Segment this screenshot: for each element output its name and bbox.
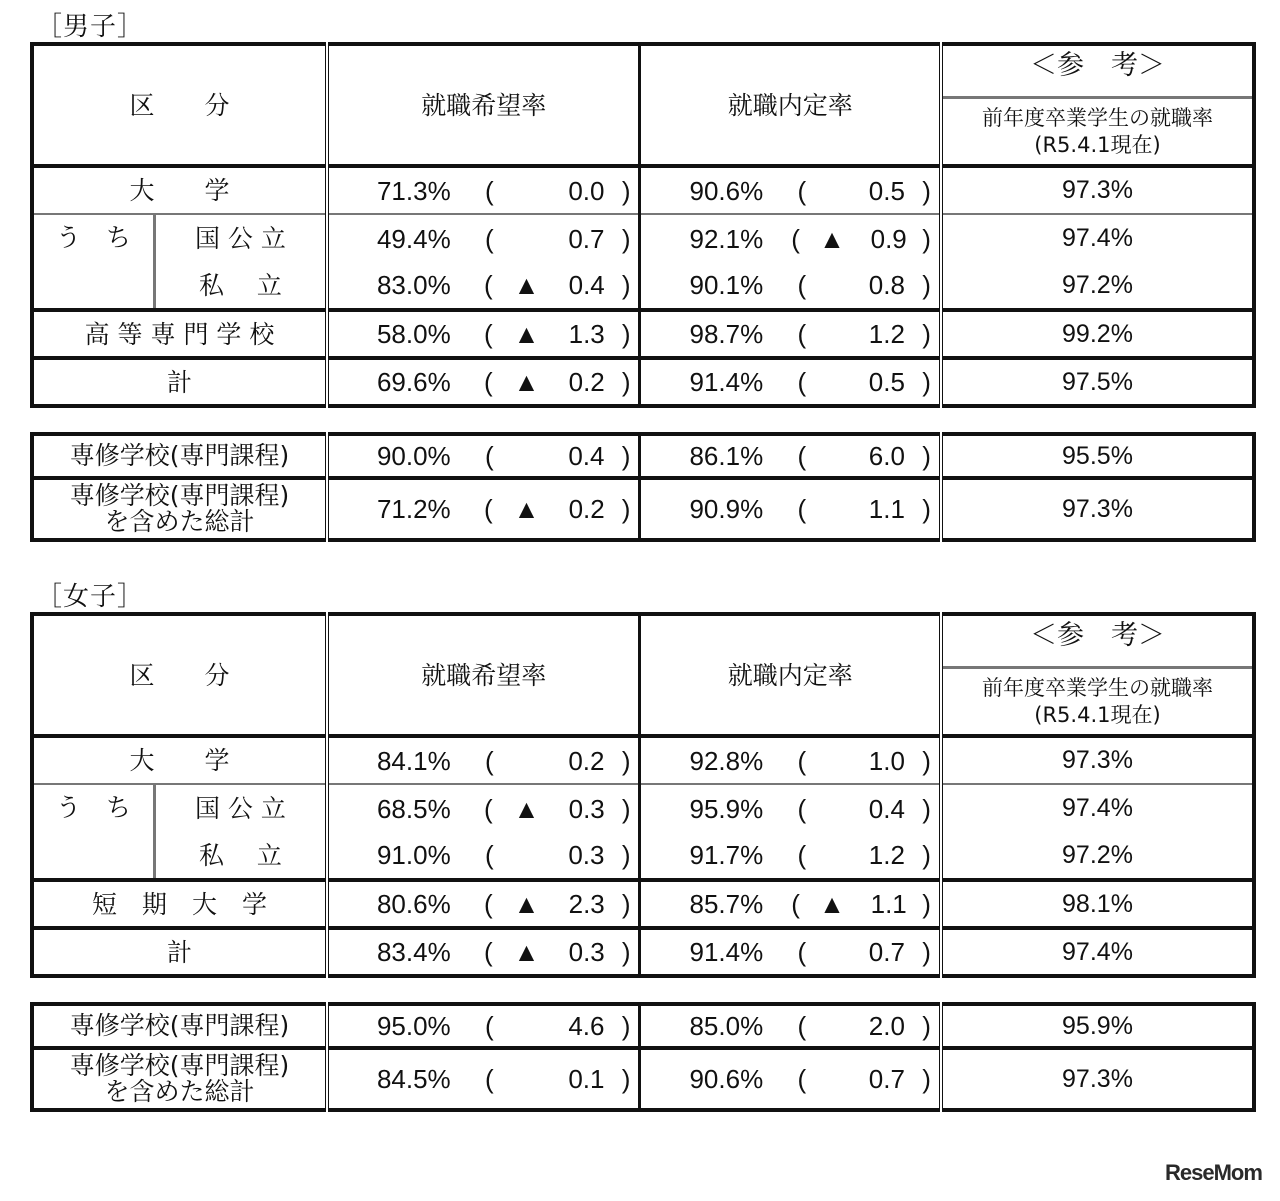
row-category: 国 公 立 — [154, 214, 327, 262]
offer-rate-cell — [641, 272, 938, 298]
reference-value: 97.2% — [941, 262, 1254, 310]
hope-rate-cell — [329, 1013, 639, 1039]
row-category-line1: 専修学校(専門課程) — [69, 480, 290, 510]
row-category-line2: を含めた総計 — [104, 507, 255, 536]
paren-close: ) — [922, 745, 931, 776]
offer-rate-cell — [641, 223, 938, 254]
paren-open: ( — [483, 270, 493, 300]
hope-rate-percent: 80.6% — [376, 889, 451, 919]
hope-rate-change: 0.3 — [568, 793, 605, 824]
paren-close: ) — [621, 937, 631, 967]
category-header: 区 分 — [32, 44, 327, 166]
reference-value: 99.2% — [941, 310, 1254, 358]
offer-rate-percent: 92.1% — [689, 223, 764, 254]
row-category-line1: 専修学校(専門課程) — [69, 1010, 290, 1040]
row-category: 計 — [32, 928, 327, 976]
hope-rate-change: 0.3 — [568, 840, 605, 870]
row-category — [32, 478, 327, 540]
decrease-triangle-icon: ▲ — [513, 494, 540, 524]
offer-rate-percent: 90.1% — [689, 270, 764, 300]
hope-rate-change: 0.4 — [568, 270, 605, 300]
reference-value: 97.3% — [941, 1048, 1254, 1110]
paren-open: ( — [483, 319, 493, 349]
hope-rate-change: 0.1 — [568, 1064, 605, 1094]
offer-rate-change: 1.2 — [868, 840, 905, 870]
paren-close: ) — [621, 319, 631, 349]
paren-open: ( — [797, 367, 807, 397]
offer-rate-cell — [641, 891, 938, 917]
hope-rate-change: 0.3 — [568, 937, 605, 967]
table-header-row — [32, 614, 1254, 736]
paren-open: ( — [483, 367, 493, 397]
offer-rate-percent: 95.9% — [689, 793, 764, 824]
paren-close: ) — [621, 175, 631, 206]
hope-rate-header: 就職希望率 — [327, 614, 640, 736]
paren-close: ) — [621, 745, 631, 776]
offer-rate-change: 1.0 — [868, 745, 905, 776]
table-row — [32, 784, 1254, 832]
offer-rate-change: 2.0 — [868, 1011, 905, 1041]
paren-open: ( — [484, 441, 494, 471]
paren-open: ( — [484, 223, 494, 254]
reference-value: 97.3% — [941, 478, 1254, 540]
table-row — [32, 262, 1254, 310]
hope-rate-cell — [329, 745, 639, 776]
paren-open: ( — [797, 793, 807, 824]
paren-close: ) — [922, 937, 931, 967]
paren-open: ( — [791, 223, 800, 254]
row-category: 私 立 — [154, 832, 327, 880]
hope-rate-percent: 91.0% — [376, 840, 451, 870]
decrease-triangle-icon: ▲ — [513, 889, 540, 919]
offer-rate-percent: 91.4% — [689, 367, 764, 397]
row-category: 計 — [32, 358, 327, 406]
hope-rate-percent: 49.4% — [376, 223, 451, 254]
offer-rate-header: 就職内定率 — [640, 44, 941, 166]
paren-open: ( — [484, 175, 494, 206]
paren-close: ) — [922, 441, 931, 471]
male-vocational-table — [30, 432, 1256, 542]
hope-rate-cell — [329, 1066, 639, 1092]
row-category: 高 等 専 門 学 校 — [32, 310, 327, 358]
table-row — [32, 214, 1254, 262]
offer-rate-cell — [641, 842, 938, 868]
table-row — [32, 1004, 1254, 1048]
hope-rate-cell — [329, 891, 639, 917]
paren-close: ) — [922, 889, 931, 919]
row-category-line1: 専修学校(専門課程) — [69, 1050, 290, 1080]
hope-rate-percent: 90.0% — [376, 441, 451, 471]
hope-rate-cell — [329, 939, 639, 965]
decrease-triangle-icon: ▲ — [819, 889, 845, 919]
hope-rate-cell — [329, 369, 639, 395]
reference-header — [941, 44, 1254, 166]
hope-rate-change: 0.0 — [568, 175, 605, 206]
offer-rate-change: 0.4 — [868, 793, 905, 824]
table-row — [32, 1048, 1254, 1110]
reference-value: 97.3% — [941, 166, 1254, 214]
female-section-label: ［女子］ — [36, 582, 145, 612]
offer-rate-cell — [641, 1013, 938, 1039]
hope-rate-cell — [329, 443, 639, 469]
reference-value: 95.5% — [941, 434, 1254, 478]
paren-close: ) — [621, 270, 631, 300]
paren-open: ( — [483, 793, 493, 824]
paren-open: ( — [483, 937, 493, 967]
hope-rate-percent: 84.5% — [376, 1064, 451, 1094]
reference-value: 97.4% — [941, 928, 1254, 976]
hope-rate-percent: 83.4% — [376, 937, 451, 967]
category-header: 区 分 — [32, 614, 327, 736]
row-category: 国 公 立 — [154, 784, 327, 832]
table-header-row — [32, 44, 1254, 166]
offer-rate-cell — [641, 443, 938, 469]
decrease-triangle-icon: ▲ — [513, 367, 540, 397]
offer-rate-percent: 85.0% — [689, 1011, 764, 1041]
paren-close: ) — [922, 270, 931, 300]
offer-rate-cell — [641, 175, 938, 206]
row-category: 私 立 — [154, 262, 327, 310]
hope-rate-percent: 84.1% — [376, 745, 451, 776]
hope-rate-percent: 83.0% — [376, 270, 451, 300]
paren-close: ) — [922, 793, 931, 824]
offer-rate-change: 0.9 — [870, 223, 907, 254]
male-main-table — [30, 42, 1256, 408]
paren-close: ) — [922, 175, 931, 206]
paren-close: ) — [922, 367, 931, 397]
hope-rate-percent: 69.6% — [376, 367, 451, 397]
row-category — [32, 1004, 327, 1048]
offer-rate-percent: 86.1% — [689, 441, 764, 471]
decrease-triangle-icon: ▲ — [513, 319, 540, 349]
paren-open: ( — [484, 1011, 494, 1041]
paren-open: ( — [484, 840, 494, 870]
reference-subtitle-line2: (R5.4.1現在) — [1034, 702, 1161, 727]
offer-rate-percent: 91.4% — [689, 937, 764, 967]
paren-open: ( — [483, 494, 493, 524]
table-row — [32, 832, 1254, 880]
female-vocational-table — [30, 1002, 1256, 1112]
table-row — [32, 880, 1254, 928]
hope-rate-change: 4.6 — [568, 1011, 605, 1041]
offer-rate-change: 0.7 — [868, 937, 905, 967]
row-category: 大 学 — [129, 176, 230, 205]
paren-close: ) — [922, 1064, 931, 1094]
paren-open: ( — [797, 441, 807, 471]
hope-rate-percent: 58.0% — [376, 319, 451, 349]
offer-rate-change: 1.1 — [870, 889, 907, 919]
paren-close: ) — [621, 793, 631, 824]
offer-rate-cell — [641, 496, 938, 522]
paren-open: ( — [797, 1011, 807, 1041]
reference-value: 98.1% — [941, 880, 1254, 928]
offer-rate-percent: 85.7% — [689, 889, 764, 919]
offer-rate-cell — [641, 1066, 938, 1092]
row-category-line2: を含めた総計 — [104, 1077, 255, 1106]
offer-rate-change: 1.1 — [868, 494, 905, 524]
offer-rate-change: 0.5 — [868, 175, 905, 206]
hope-rate-percent: 71.3% — [376, 175, 451, 206]
reference-subtitle — [943, 669, 1252, 728]
offer-rate-change: 6.0 — [868, 441, 905, 471]
reference-header — [941, 614, 1254, 736]
reference-value: 97.3% — [941, 736, 1254, 784]
decrease-triangle-icon: ▲ — [513, 793, 540, 824]
decrease-triangle-icon: ▲ — [513, 937, 540, 967]
hope-rate-cell — [329, 175, 639, 206]
offer-rate-cell — [641, 793, 938, 824]
hope-rate-cell — [329, 321, 639, 347]
offer-rate-cell — [641, 745, 938, 776]
reference-value: 95.9% — [941, 1004, 1254, 1048]
paren-open: ( — [797, 840, 807, 870]
reference-subtitle — [943, 99, 1252, 158]
reference-subtitle-line1: 前年度卒業学生の就職率 — [981, 106, 1213, 131]
offer-rate-percent: 98.7% — [689, 319, 764, 349]
paren-close: ) — [922, 494, 931, 524]
table-row — [32, 310, 1254, 358]
paren-open: ( — [797, 745, 807, 776]
table-row — [32, 478, 1254, 540]
offer-rate-change: 0.5 — [868, 367, 905, 397]
table-row — [32, 358, 1254, 406]
hope-rate-cell — [329, 842, 639, 868]
hope-rate-change: 0.2 — [568, 494, 605, 524]
reference-value: 97.5% — [941, 358, 1254, 406]
offer-rate-cell — [641, 939, 938, 965]
offer-rate-percent: 90.6% — [689, 1064, 764, 1094]
row-category: 短 期 大 学 — [32, 880, 327, 928]
reference-title: ＜参 考＞ — [943, 622, 1252, 669]
hope-rate-cell — [329, 496, 639, 522]
hope-rate-cell — [329, 793, 639, 824]
table-row — [32, 434, 1254, 478]
row-category: 大 学 — [129, 746, 230, 775]
decrease-triangle-icon: ▲ — [513, 270, 540, 300]
table-row — [32, 166, 1254, 214]
resemom-logo: ReseMom — [1165, 1160, 1262, 1185]
decrease-triangle-icon: ▲ — [819, 223, 845, 254]
paren-close: ) — [621, 1064, 631, 1094]
reference-value: 97.4% — [941, 784, 1254, 832]
reference-subtitle-line1: 前年度卒業学生の就職率 — [981, 676, 1213, 701]
offer-rate-cell — [641, 369, 938, 395]
hope-rate-cell — [329, 223, 639, 254]
table-row — [32, 928, 1254, 976]
reference-subtitle-line2: (R5.4.1現在) — [1034, 132, 1161, 157]
hope-rate-header: 就職希望率 — [327, 44, 640, 166]
hope-rate-percent: 71.2% — [376, 494, 451, 524]
paren-open: ( — [797, 319, 807, 349]
offer-rate-percent: 92.8% — [689, 745, 764, 776]
row-category — [32, 434, 327, 478]
hope-rate-change: 0.7 — [568, 223, 605, 254]
paren-close: ) — [621, 441, 631, 471]
reference-value: 97.2% — [941, 832, 1254, 880]
paren-open: ( — [791, 889, 800, 919]
offer-rate-header: 就職内定率 — [640, 614, 941, 736]
female-main-table — [30, 612, 1256, 978]
offer-rate-change: 0.8 — [868, 270, 905, 300]
reference-title: ＜参 考＞ — [943, 52, 1252, 99]
paren-open: ( — [797, 937, 807, 967]
paren-open: ( — [484, 745, 494, 776]
paren-close: ) — [621, 367, 631, 397]
male-section-label: ［男子］ — [36, 12, 145, 42]
paren-close: ) — [922, 1011, 931, 1041]
table-row — [32, 736, 1254, 784]
offer-rate-percent: 90.6% — [689, 175, 764, 206]
offer-rate-change: 0.7 — [868, 1064, 905, 1094]
hope-rate-change: 1.3 — [568, 319, 605, 349]
hope-rate-percent: 68.5% — [376, 793, 451, 824]
paren-close: ) — [621, 494, 631, 524]
paren-close: ) — [922, 840, 931, 870]
offer-rate-cell — [641, 321, 938, 347]
paren-open: ( — [484, 1064, 494, 1094]
paren-open: ( — [483, 889, 493, 919]
paren-close: ) — [621, 223, 631, 254]
hope-rate-change: 2.3 — [568, 889, 605, 919]
row-group-label: う ち — [55, 793, 131, 822]
paren-open: ( — [797, 175, 807, 206]
paren-close: ) — [621, 889, 631, 919]
paren-close: ) — [621, 1011, 631, 1041]
hope-rate-change: 0.2 — [568, 745, 605, 776]
row-group-label: う ち — [55, 223, 131, 252]
paren-close: ) — [922, 319, 931, 349]
row-category — [32, 1048, 327, 1110]
paren-open: ( — [797, 1064, 807, 1094]
row-category-line1: 専修学校(専門課程) — [69, 440, 290, 470]
offer-rate-percent: 90.9% — [689, 494, 764, 524]
hope-rate-percent: 95.0% — [376, 1011, 451, 1041]
hope-rate-change: 0.2 — [568, 367, 605, 397]
paren-open: ( — [797, 494, 807, 524]
reference-value: 97.4% — [941, 214, 1254, 262]
paren-close: ) — [922, 223, 931, 254]
paren-close: ) — [621, 840, 631, 870]
offer-rate-percent: 91.7% — [689, 840, 764, 870]
offer-rate-change: 1.2 — [868, 319, 905, 349]
paren-open: ( — [797, 270, 807, 300]
hope-rate-cell — [329, 272, 639, 298]
hope-rate-change: 0.4 — [568, 441, 605, 471]
